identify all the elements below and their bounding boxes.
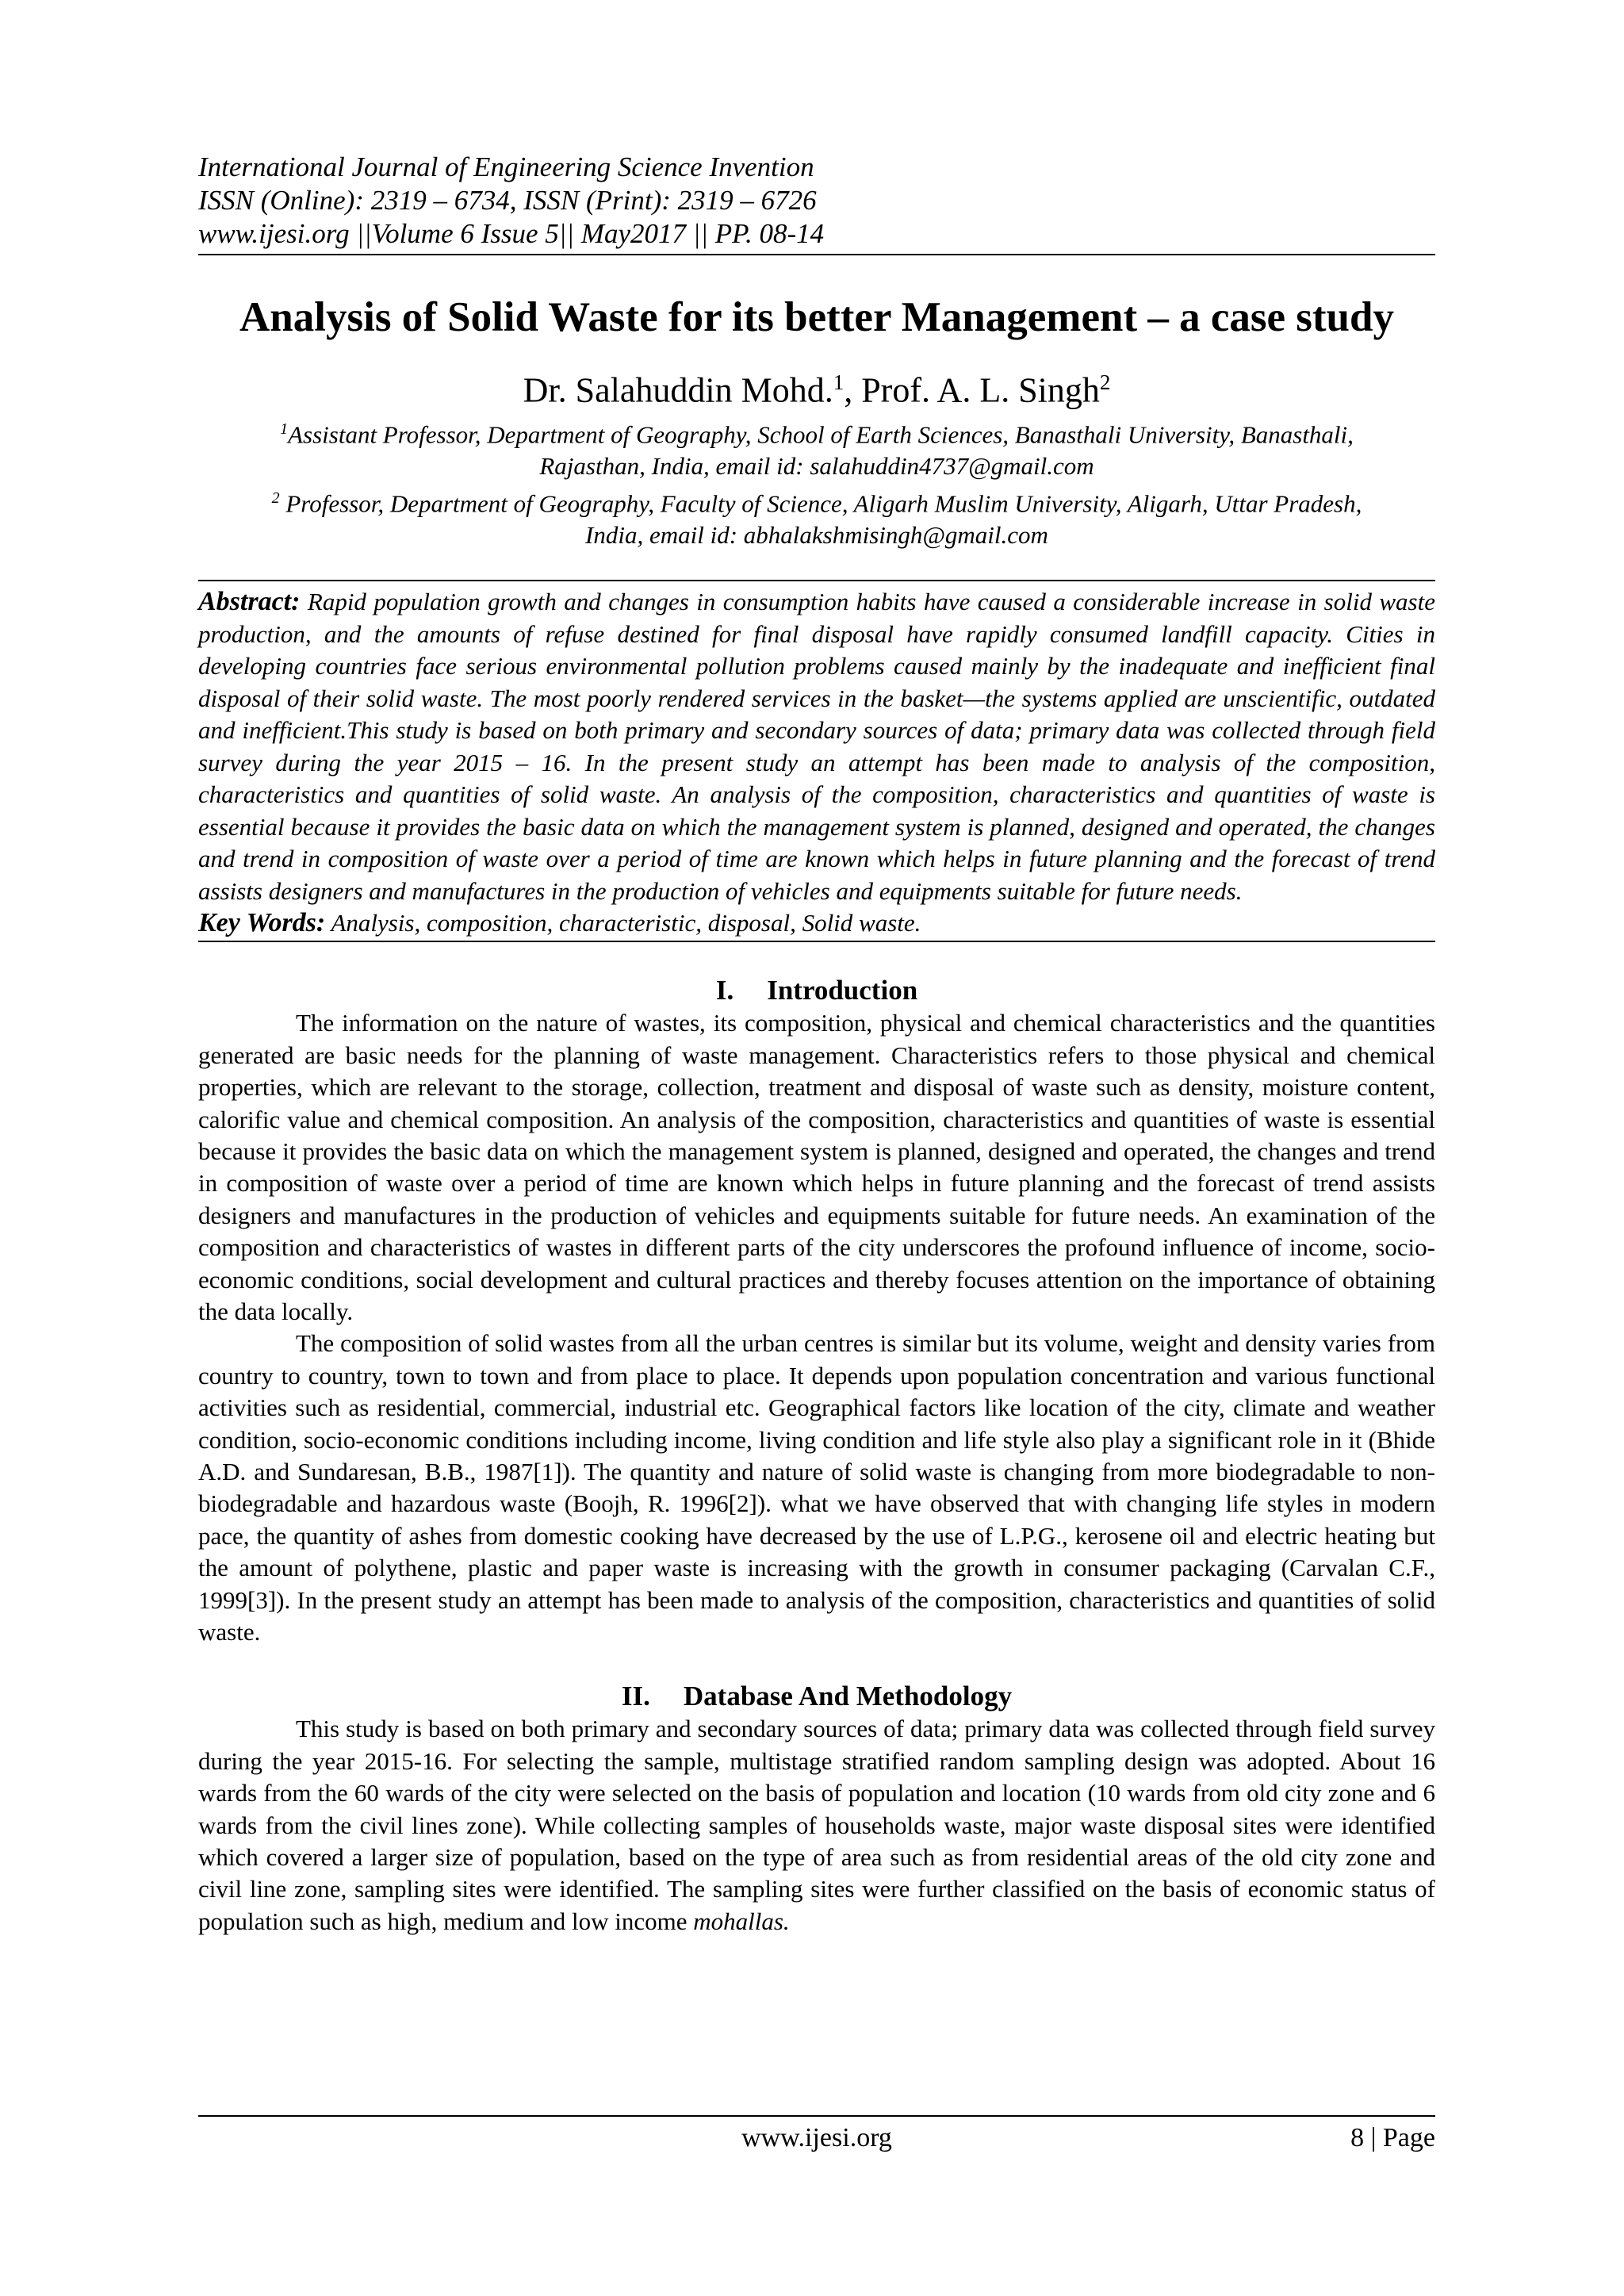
author-separator: , [844,370,862,410]
author-2: Prof. A. L. Singh [861,370,1100,410]
header-rule [198,254,1435,255]
footer-website: www.ijesi.org [741,2123,892,2152]
abstract-block [198,580,1435,942]
journal-header [198,151,1435,251]
methodology-text: This study is based on both primary and secondary sources of data; primary data was collected through field survey during the year 2015-16. For selecting the sample, multistage stratified random sampling design was adopted. About 16 wards from the 60 wards of the city were selected on the basis of population and location (10 wards from old city zone and 6 wards from the civil lines zone). While collecting samples of households waste, major waste disposal sites were identified which covered a larger size of population, based on the type of area such as from residential areas of the old city zone and civil line zone, sampling sites were identified. The sampling sites were further classified on the basis of economic status of population such as high, medium and low income [198,1715,1435,1935]
keywords-label: Key Words: [198,908,326,938]
affiliation-2-mark: 2 [271,489,280,507]
page [198,151,1435,1938]
section-title: Database And Methodology [683,1681,1013,1712]
keywords-text: Analysis, composition, characteristic, disposal, Solid waste. [325,909,921,937]
author-2-mark: 2 [1099,370,1111,394]
author-1: Dr. Salahuddin Mohd. [523,370,833,410]
intro-paragraph-2: The composition of solid wastes from all the urban centres is similar but its volume, weight and density varies from country to country, town to town and from place to place. It depends upon population concentration and various functional activities such as residential, commercial, industrial etc. Geographical factors like location of the city, climate and weather condition, socio-economic conditions including income, living condition and life style also play a significant role in it (Bhide A.D. and Sundaresan, B.B., 1987[1]). The quantity and nature of solid waste is changing from more biodegradable to non-biodegradable and hazardous waste (Boojh, R. 1996[2]). what we have observed that with changing life styles in modern pace, the quantity of ashes from domestic cooking have decreased by the use of L.P.G., kerosene oil and electric heating but the amount of polythene, plastic and paper waste is increasing with the growth in consumer packaging (Carvalan C.F., 1999[3]). In the present study an attempt has been made to analysis of the composition, characteristics and quantities of solid waste. [198,1329,1435,1646]
methodology-paragraph-1 [198,1713,1435,1938]
abstract-text: Rapid population growth and changes in consumption habits have caused a considerable increase in solid waste production, and the amounts of refuse destined for final disposal have rapidly consumed landfill capacity. Cities in developing countries face serious environmental pollution problems caused mainly by the inadequate and inefficient final disposal of their solid waste. The most poorly rendered services in the basket—the systems applied are unscientific, outdated and inefficient.This study is based on both primary and secondary sources of data; primary data was collected through field survey during the year 2015 – 16. In the present study an attempt has been made to analysis of the composition, characteristics and quantities of solid waste. An analysis of the composition, characteristics and quantities of waste is essential because it provides the basic data on which the management system is planned, designed and operated, the changes and trend in composition of waste over a period of time are known which helps in future planning and the forecast of trend assists designers and manufactures in the production of vehicles and equipments suitable for future needs. [198,588,1435,905]
affiliation-1 [198,413,1435,482]
affiliation-1-line2: Rajasthan, India, email id: salahuddin4737@gmail.com [539,451,1094,480]
abstract-label: Abstract: [198,587,301,617]
authors [198,360,1435,413]
methodology-italic-term: mohallas. [693,1907,790,1935]
affiliation-1-line1: Assistant Professor, Department of Geography, School of Earth Sciences, Banasthali University, Banasthali, [288,420,1354,448]
section-heading-methodology [198,1680,1435,1713]
journal-name: International Journal of Engineering Science Invention [198,151,814,182]
journal-issn: ISSN (Online): 2319 – 6734, ISSN (Print): 2319 – 6726 [198,185,817,216]
keywords [198,907,1435,939]
abstract-bottom-rule [198,941,1435,942]
paper-title: Analysis of Solid Waste for its better Management – a case study [239,294,1394,340]
section-title: Introduction [767,975,918,1006]
intro-paragraph-1: The information on the nature of wastes, its composition, physical and chemical characteristics and the quantities generated are basic needs for the planning of waste management. Characteristics refers to those physical and chemical properties, which are relevant to the storage, collection, treatment and disposal of waste such as density, moisture content, calorific value and chemical composition. An analysis of the composition, characteristics and quantities of waste is essential because it provides the basic data on which the management system is planned, designed and operated, the changes and trend in composition of waste over a period of time are known which helps in future planning and the forecast of trend assists designers and manufactures in the production of vehicles and equipments suitable for future needs. An examination of the composition and characteristics of wastes in different parts of the city underscores the profound influence of income, socio-economic conditions, social development and cultural practices and thereby focuses attention on the importance of obtaining the data locally. [198,1009,1435,1325]
author-1-mark: 1 [833,370,845,394]
affiliation-2 [198,482,1435,551]
journal-volume: www.ijesi.org ||Volume 6 Issue 5|| May2017 || PP. 08-14 [198,218,825,249]
page-footer [198,2115,1435,2152]
affiliation-2-line1: Professor, Department of Geography, Faculty of Science, Aligarh Muslim University, Aligarh, Uttar Pradesh, [279,489,1362,518]
section-number: I. [715,975,734,1006]
footer-page-number: 8 | Page [1350,2123,1435,2152]
abstract-top-rule [198,580,1435,581]
affiliation-2-line2: India, email id: abhalakshmisingh@gmail.com [585,521,1048,550]
affiliation-1-mark: 1 [280,420,289,438]
abstract [198,586,1435,907]
section-heading-introduction [198,974,1435,1007]
section-number: II. [621,1681,650,1712]
